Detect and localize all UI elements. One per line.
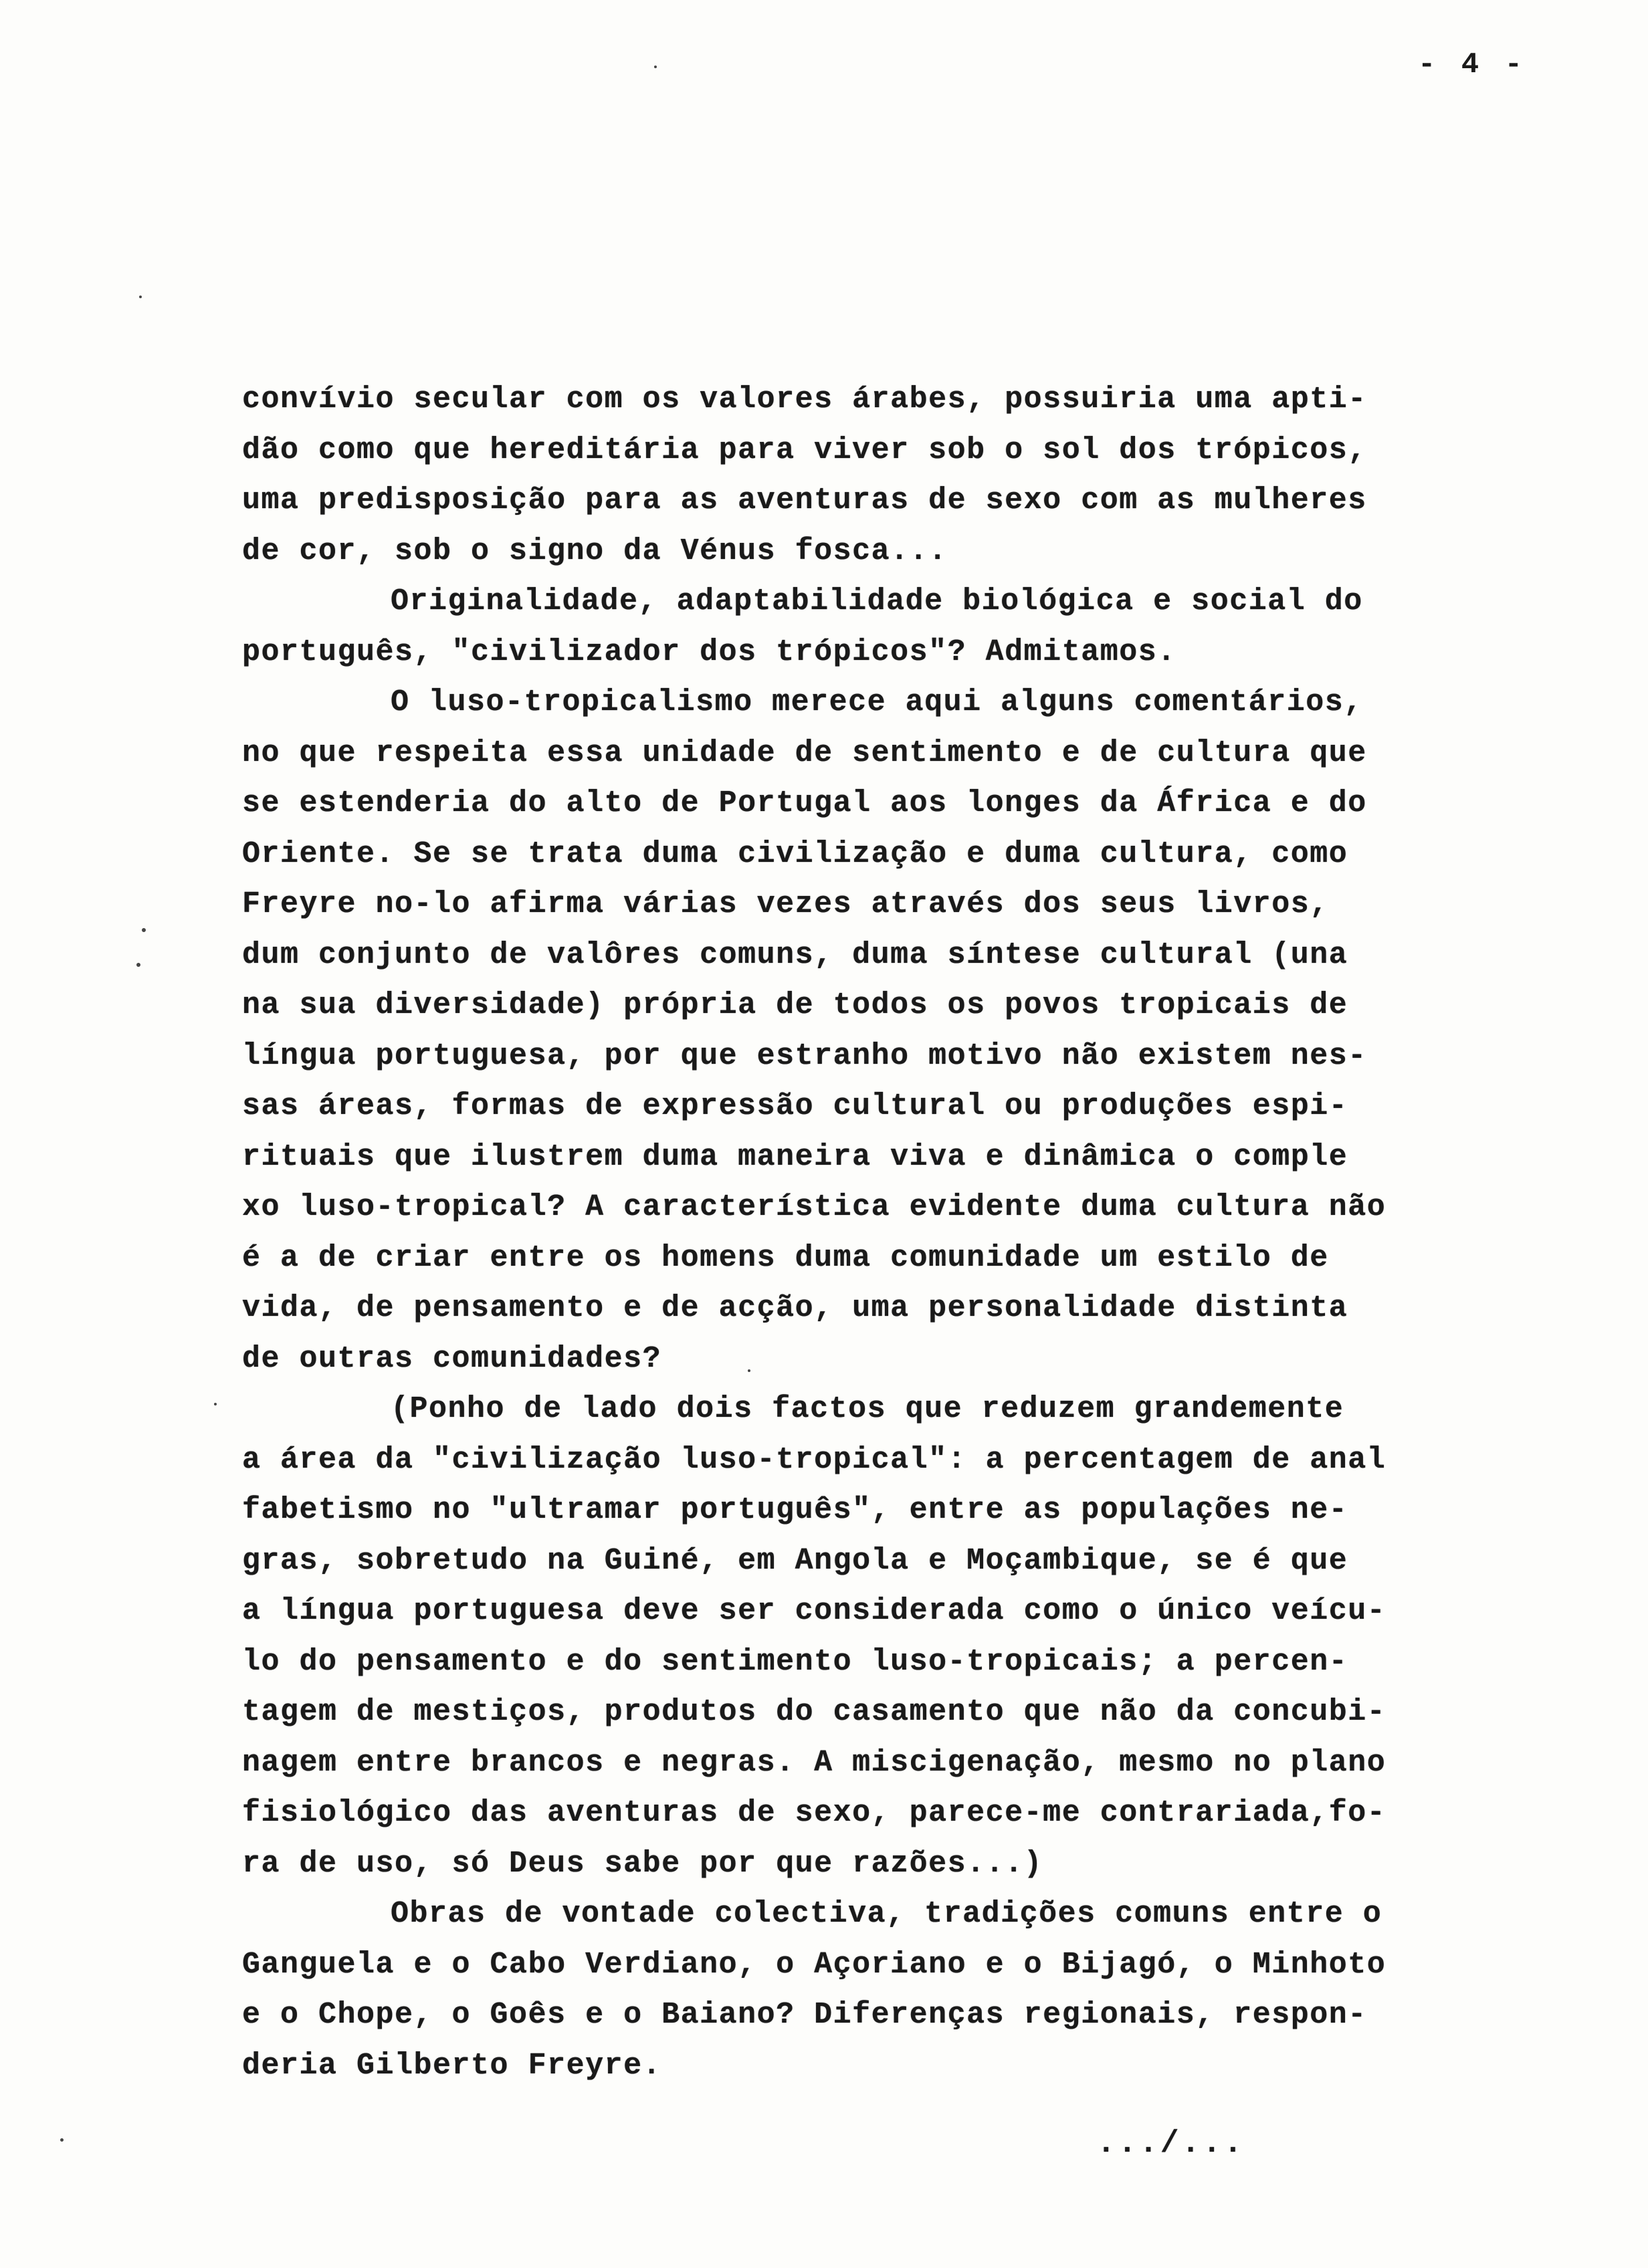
paragraph-start-line: Originalidade, adaptabilidade biológica e social do [391,584,1363,618]
text-line: língua portuguesa, por que estranho motivo não existem nes- [242,1038,1367,1073]
text-line: nagem entre brancos e negras. A miscigenação, mesmo no plano [242,1745,1386,1780]
text-line: e o Chope, o Goês e o Baiano? Diferenças regionais, respon- [242,1998,1367,2032]
text-line: fabetismo no "ultramar português", entre as populações ne- [242,1493,1348,1527]
text-line: Freyre no-lo afirma várias vezes através dos seus livros, [242,887,1329,921]
text-line: lo do pensamento e do sentimento luso-tropicais; a percen- [242,1644,1348,1679]
text-line: na sua diversidade) própria de todos os povos tropicais de [242,988,1348,1022]
text-line: Ganguela e o Cabo Verdiano, o Açoriano e o Bijagó, o Minhoto [242,1947,1386,1982]
scan-speck [142,928,146,932]
text-line: Oriente. Se se trata duma civilização e duma cultura, como [242,836,1348,871]
scan-speck [214,1403,217,1405]
text-line: é a de criar entre os homens duma comunidade um estilo de [242,1240,1329,1275]
text-line: a língua portuguesa deve ser considerada como o único veícu- [242,1594,1386,1628]
paragraph-start-line: Obras de vontade colectiva, tradições comuns entre o [391,1897,1382,1931]
text-line: se estenderia do alto de Portugal aos longes da África e do [242,786,1367,820]
text-line: gras, sobretudo na Guiné, em Angola e Moçambique, se é que [242,1543,1348,1578]
text-line: xo luso-tropical? A característica evidente duma cultura não [242,1190,1386,1224]
page-number: - 4 - [1418,48,1527,82]
scan-speck [139,296,142,298]
text-line: ra de uso, só Deus sabe por que razões...) [242,1846,1043,1881]
text-line: deria Gilberto Freyre. [242,2048,662,2083]
text-line: a área da "civilização luso-tropical": a percentagem de anal [242,1442,1386,1477]
text-line: fisiológico das aventuras de sexo, parece-me contrariada,fo- [242,1796,1386,1830]
paragraph-start-line: (Ponho de lado dois factos que reduzem grandemente [391,1392,1344,1426]
text-line: rituais que ilustrem duma maneira viva e dinâmica o comple [242,1139,1348,1174]
text-line: dão como que hereditária para viver sob o sol dos trópicos, [242,433,1367,467]
text-line: de outras comunidades? [242,1341,662,1376]
text-line: dum conjunto de valôres comuns, duma síntese cultural (una [242,937,1348,972]
scan-speck [654,66,657,68]
continuation-mark: .../... [1097,2126,1245,2161]
text-line: sas áreas, formas de expressão cultural ou produções espi- [242,1089,1348,1123]
text-line: convívio secular com os valores árabes, possuiria uma apti- [242,382,1367,417]
body-text [242,374,1459,2091]
text-line: no que respeita essa unidade de sentimento e de cultura que [242,735,1367,770]
text-line: português, "civilizador dos trópicos"? Admitamos. [242,635,1176,669]
text-line: tagem de mestiços, produtos do casamento que não da concubi- [242,1695,1386,1729]
text-line: uma predisposição para as aventuras de sexo com as mulheres [242,483,1367,518]
text-line: de cor, sob o signo da Vénus fosca... [242,534,948,568]
text-line: vida, de pensamento e de acção, uma personalidade distinta [242,1291,1348,1325]
paragraph-start-line: O luso-tropicalismo merece aqui alguns comentários, [391,685,1363,719]
scan-speck [60,2138,64,2142]
scan-speck [136,963,140,967]
scan-speck [748,1369,750,1372]
